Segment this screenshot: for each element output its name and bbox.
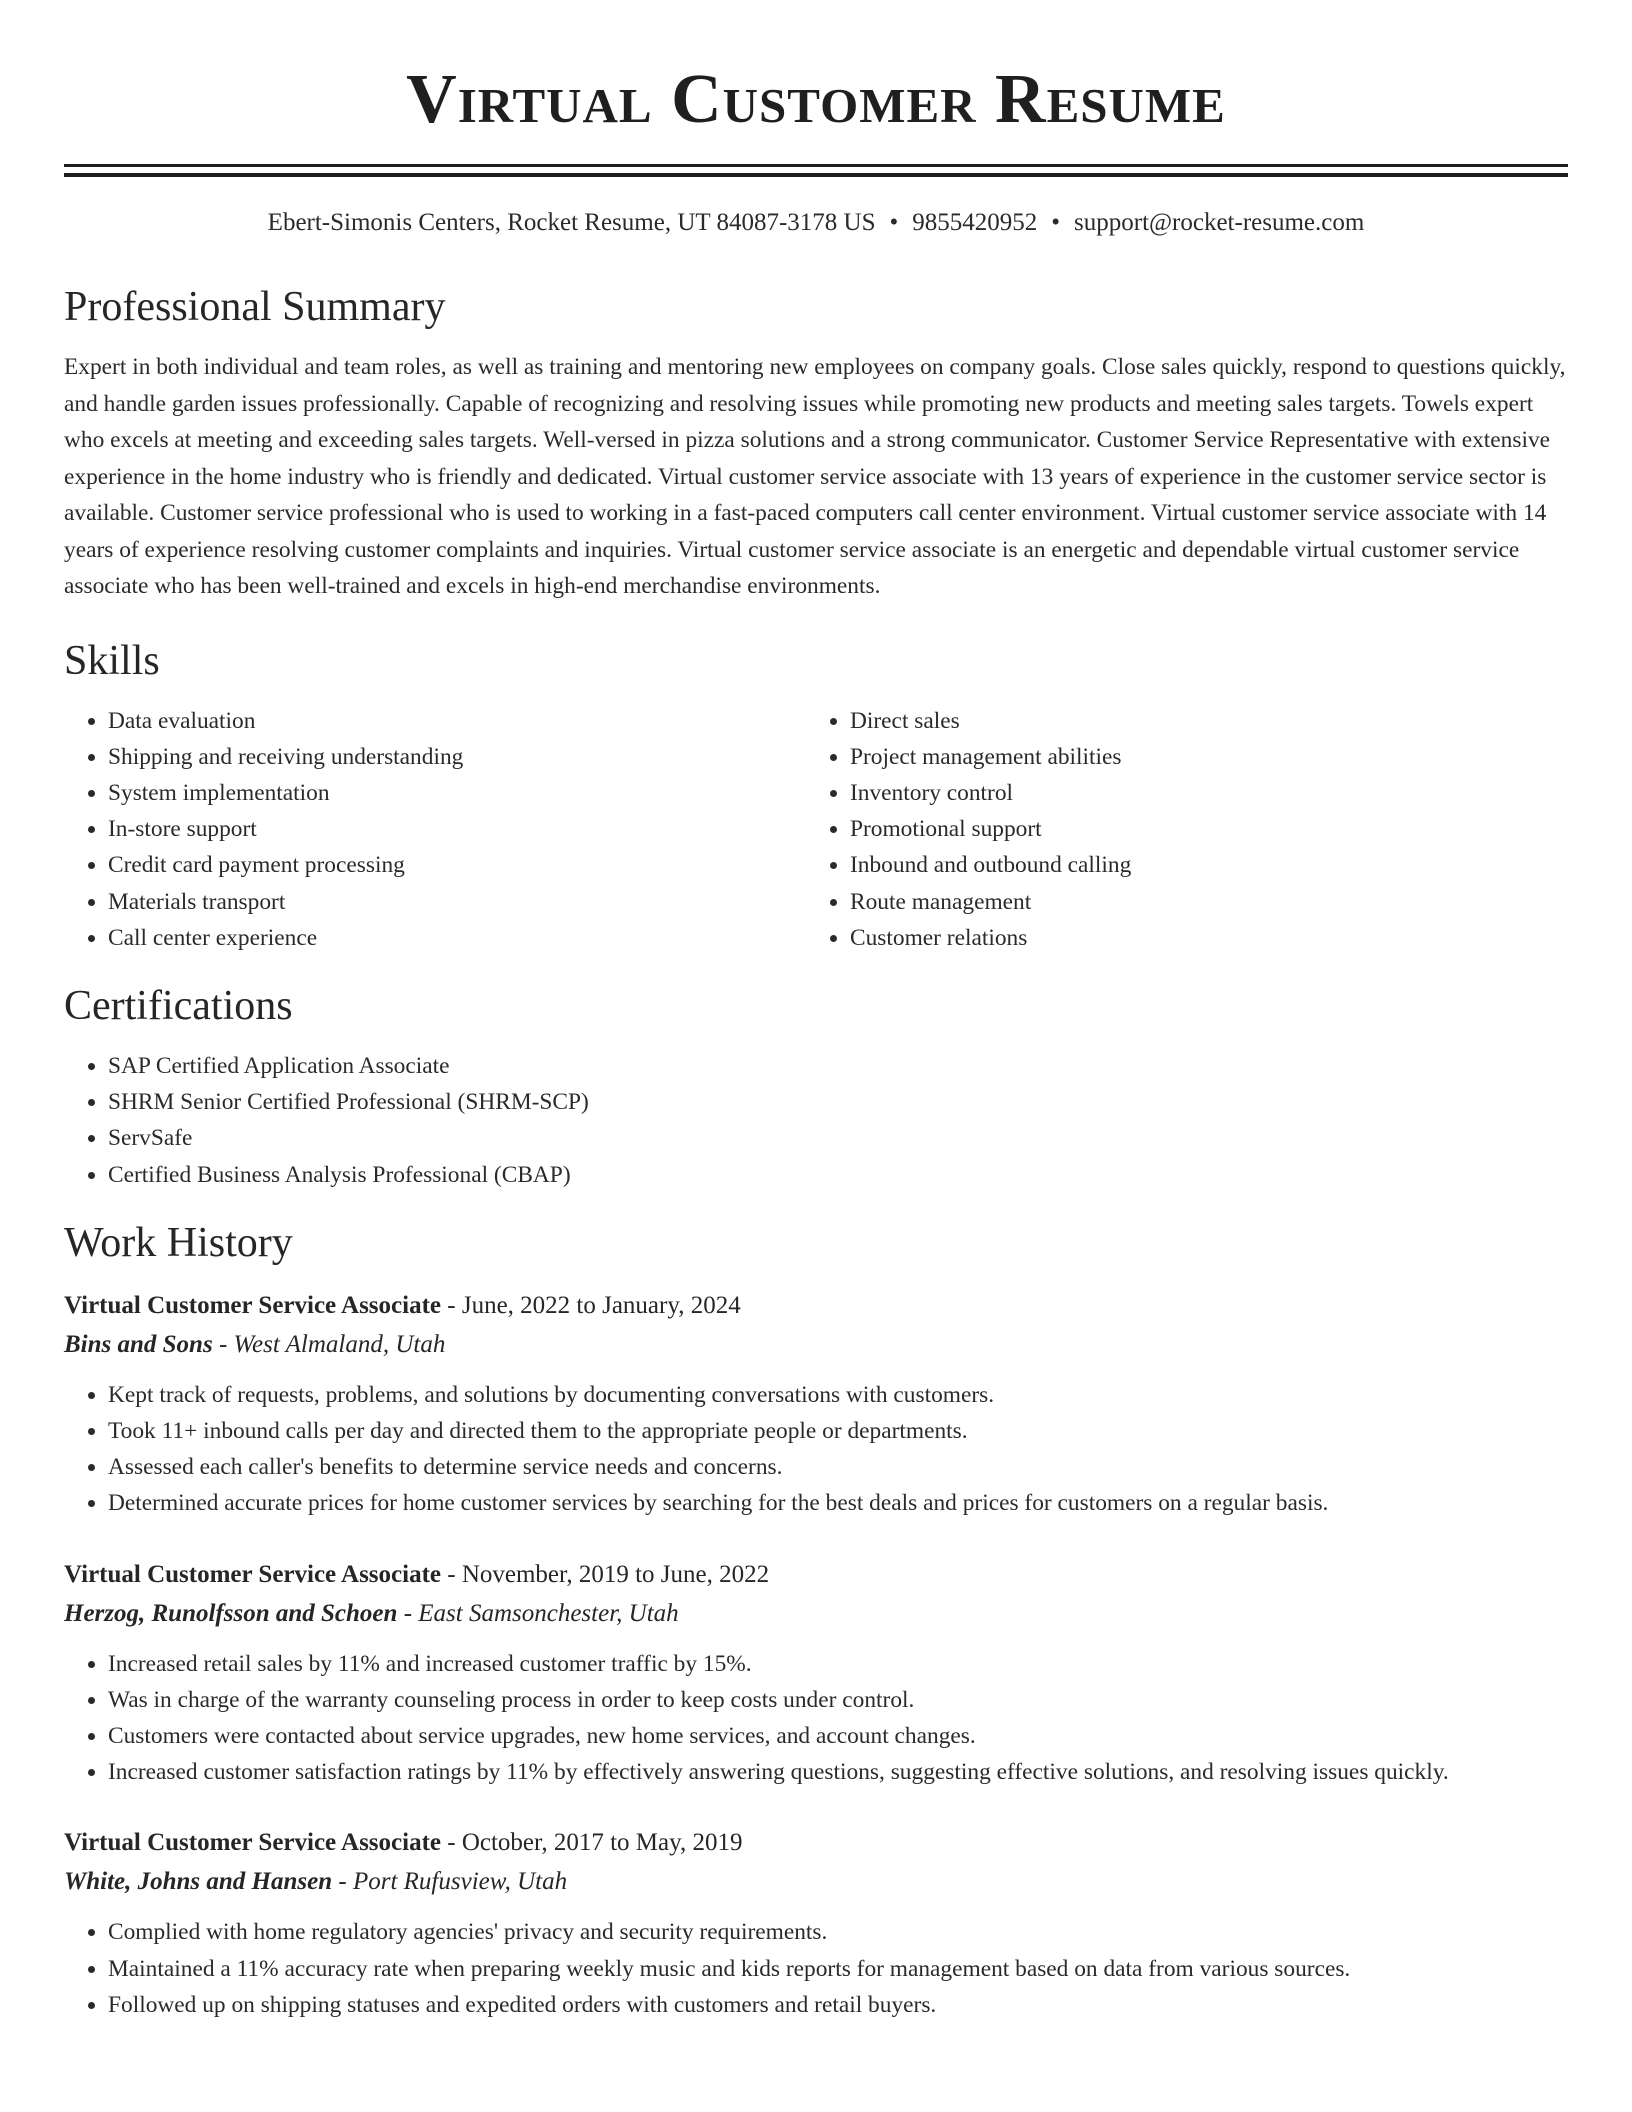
job-bullet: • Determined accurate prices for home customer services by searching for the best deals and prices for customers on a regular basis. xyxy=(108,1485,1568,1521)
job-bullets xyxy=(64,1646,1568,1791)
skill-item: • Materials transport xyxy=(108,884,806,920)
resume-title: Virtual Customer Resume xyxy=(406,61,1226,138)
certifications-list xyxy=(64,1048,1568,1193)
certification-item: • SHRM Senior Certified Professional (SHRM-SCP) xyxy=(108,1084,1568,1120)
contact-address: Ebert-Simonis Centers, Rocket Resume, UT 84087-3178 US xyxy=(267,209,876,236)
skills-list-left xyxy=(64,703,806,956)
job-location: - West Almaland, Utah xyxy=(212,1330,446,1358)
job-dates: - October, 2017 to May, 2019 xyxy=(441,1829,743,1857)
certification-item: • ServSafe xyxy=(108,1120,1568,1156)
job-company-line xyxy=(64,1862,1568,1902)
job-bullet: • Complied with home regulatory agencies' privacy and security requirements. xyxy=(108,1914,1568,1950)
job-company-line xyxy=(64,1594,1568,1634)
skill-item: • Credit card payment processing xyxy=(108,847,806,883)
job-bullet: • Assessed each caller's benefits to determine service needs and concerns. xyxy=(108,1449,1568,1485)
job-bullet: • Was in charge of the warranty counseling process in order to keep costs under control. xyxy=(108,1682,1568,1718)
job-location: - Port Rufusview, Utah xyxy=(332,1868,568,1896)
skill-item: • In-store support xyxy=(108,811,806,847)
job-entry xyxy=(64,1287,1568,1522)
skill-item: • Data evaluation xyxy=(108,703,806,739)
job-bullet: • Increased retail sales by 11% and increased customer traffic by 15%. xyxy=(108,1646,1568,1682)
title-divider-bottom xyxy=(64,173,1568,177)
job-bullet: • Increased customer satisfaction ratings by 11% by effectively answering questions, suggesting effective solutions, and resolving issues quickly. xyxy=(108,1754,1568,1790)
job-title: Virtual Customer Service Associate xyxy=(64,1291,442,1319)
skill-item: • Call center experience xyxy=(108,920,806,956)
job-company: White, Johns and Hansen xyxy=(64,1868,333,1896)
job-dates: - June, 2022 to January, 2024 xyxy=(441,1291,741,1319)
skill-item: • Inbound and outbound calling xyxy=(850,847,1548,883)
contact-email: support@rocket-resume.com xyxy=(1074,209,1365,236)
skill-item: • System implementation xyxy=(108,775,806,811)
job-bullet: • Kept track of requests, problems, and solutions by documenting conversations with customers. xyxy=(108,1377,1568,1413)
job-dates: - November, 2019 to June, 2022 xyxy=(441,1560,770,1588)
skill-item: • Project management abilities xyxy=(850,739,1548,775)
job-company: Herzog, Runolfsson and Schoen xyxy=(64,1599,398,1627)
job-bullet: • Took 11+ inbound calls per day and directed them to the appropriate people or departments. xyxy=(108,1413,1568,1449)
contact-separator: • xyxy=(1051,209,1061,236)
job-company: Bins and Sons xyxy=(64,1330,213,1358)
contact-phone: 9855420952 xyxy=(912,209,1038,236)
job-company-line xyxy=(64,1325,1568,1365)
title-divider-top xyxy=(64,164,1568,167)
certification-item: • Certified Business Analysis Professional (CBAP) xyxy=(108,1157,1568,1193)
certifications-heading: Certifications xyxy=(64,982,293,1029)
skill-item: • Inventory control xyxy=(850,775,1548,811)
skill-item: • Route management xyxy=(850,884,1548,920)
job-bullet: • Customers were contacted about service upgrades, new home services, and account changes. xyxy=(108,1718,1568,1754)
skill-item: • Promotional support xyxy=(850,811,1548,847)
summary-heading: Professional Summary xyxy=(64,284,446,330)
contact-line xyxy=(64,207,1568,239)
contact-separator: • xyxy=(889,209,899,236)
skills-heading: Skills xyxy=(64,637,160,684)
job-title-line xyxy=(64,1287,1568,1325)
certification-item: • SAP Certified Application Associate xyxy=(108,1048,1568,1084)
skills-list-right xyxy=(806,703,1548,956)
job-title: Virtual Customer Service Associate xyxy=(64,1829,442,1857)
job-title-line xyxy=(64,1556,1568,1594)
job-bullet: • Followed up on shipping statuses and expedited orders with customers and retail buyers. xyxy=(108,1987,1568,2023)
job-entry xyxy=(64,1556,1568,1791)
job-bullets xyxy=(64,1377,1568,1522)
job-bullet: • Maintained a 11% accuracy rate when preparing weekly music and kids reports for management based on data from various sources. xyxy=(108,1951,1568,1987)
skill-item: • Customer relations xyxy=(850,920,1548,956)
job-location: - East Samsonchester, Utah xyxy=(397,1599,679,1627)
skill-item: • Direct sales xyxy=(850,703,1548,739)
job-bullets xyxy=(64,1914,1568,2023)
job-entry xyxy=(64,1824,1568,2023)
work-history-heading: Work History xyxy=(64,1219,293,1266)
summary-text: Expert in both individual and team roles, as well as training and mentoring new employees on company goals. Close sales quickly, respond to questions quickly, and handle garden issues professionally. Capable of recognizing and resolving issues while promoting new products and meeting sales targets. Towels expert who excels at meeting and exceeding sales targets. Well-versed in pizza solutions and a strong communicator. Customer Service Representative with extensive experience in the home industry who is friendly and dedicated. Virtual customer service associate with 13 years of experience in the customer service sector is available. Customer service professional who is used to working in a fast-paced computers call center environment. Virtual customer service associate with 14 years of experience resolving customer complaints and inquiries. Virtual customer service associate is an energetic and dependable virtual customer service associate who has been well-trained and excels in high-end merchandise environments. xyxy=(64,354,1566,599)
job-title-line xyxy=(64,1824,1568,1862)
skill-item: • Shipping and receiving understanding xyxy=(108,739,806,775)
skills-columns xyxy=(64,703,1568,956)
job-title: Virtual Customer Service Associate xyxy=(64,1560,442,1588)
